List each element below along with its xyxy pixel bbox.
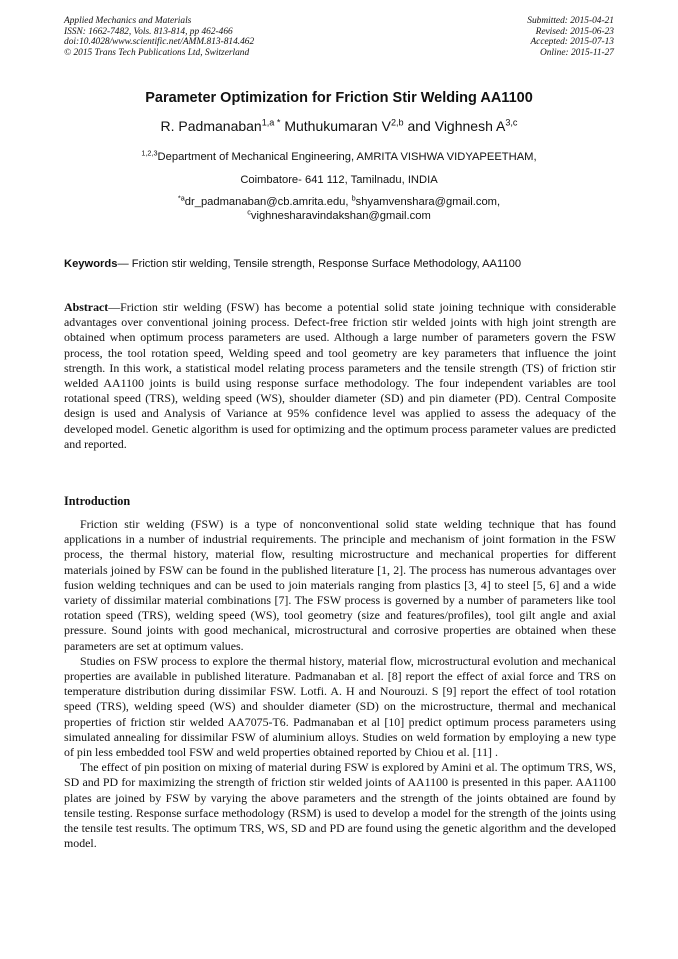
author-affil-mark: 1,a * (261, 117, 281, 128)
abstract (64, 300, 616, 452)
author-conjunction: and (407, 118, 431, 134)
section-heading-introduction: Introduction (64, 494, 131, 508)
submitted-date: Submitted: 2015-04-21 (527, 16, 614, 26)
paragraph: Friction stir welding (FSW) is a type of nonconventional solid state welding technique that has found applications in a number of industrial requirements. The principle and mechanism of joint formation in the FSW process, the thermal history, material flow, resulting microstructure and mechanical properties for different materials joined by FSW can be found in the published literature [1, 2]. The process has numerous advantages over fusion welding techniques and can be used to join materials ranging from plastics [3, 4] to steel [5, 6] and a wide variety of dissimilar material combinations [7]. The FSW process is governed by a number of parameters like tool rotation speed (TRS), welding speed (WS), tool geometry (size and features/profiles), tool gilt angle and axial pressure. Sound joints with good mechanical, microstructural and corrosive properties are obtained when these parameters are set at optimum values. (64, 517, 616, 653)
email-address: dr_padmanaban@cb.amrita.edu, (184, 196, 349, 208)
journal-doi: doi:10.4028/www.scientific.net/AMM.813-814.462 (64, 37, 255, 48)
author-name: Vighnesh A (434, 118, 506, 134)
affiliation-line-2: Coimbatore- 641 112, Tamilnadu, INDIA (240, 174, 438, 186)
journal-issn: ISSN: 1662-7482, Vols. 813-814, pp 462-466 (64, 26, 233, 37)
author-name: Muthukumaran V (284, 118, 391, 134)
paper-title: Parameter Optimization for Friction Stir Welding AA1100 (145, 90, 533, 106)
journal-copyright: © 2015 Trans Tech Publications Ltd, Switzerland (64, 47, 250, 58)
author-affil-mark: 2,b (390, 117, 404, 128)
email-address: vighnesharavindakshan@gmail.com (250, 210, 431, 222)
keywords-text: — Friction stir welding, Tensile strength, Response Surface Methodology, AA1100 (117, 258, 522, 270)
keywords (64, 258, 616, 270)
author-affil-mark: 3,c (505, 117, 518, 128)
journal-info (64, 16, 254, 58)
introduction-body (64, 517, 616, 851)
publication-dates (527, 16, 614, 58)
email-line-1 (0, 195, 678, 209)
affiliation-line-1 (0, 150, 678, 164)
abstract-label: Abstract (64, 300, 109, 314)
revised-date: Revised: 2015-06-23 (535, 26, 614, 37)
email-address: shyamvenshara@gmail.com, (355, 196, 501, 208)
author-list (0, 118, 678, 134)
paragraph: The effect of pin position on mixing of material during FSW is explored by Amini et al. The optimum TRS, WS, SD and PD for maximizing the strength of friction stir welded joints of AA1100 is presented in this paper. AA1100 plates are joined by FSW by varying the above parameters and the strength of the joints obtained are found by tensile testing. Response surface methodology (RSM) is used to develop a model for the strength of the joints using the tensile test results. The optimum TRS, WS, SD and PD are found using the genetic algorithm and the developed model. (64, 760, 616, 851)
affiliation-mark: 1,2,3 (141, 148, 158, 158)
journal-name: Applied Mechanics and Materials (64, 16, 192, 26)
abstract-text: —Friction stir welding (FSW) has become a potential solid state joining technique with considerable advantages over conventional joining process. Defect-free friction stir welded joints with high joint strength are obtained when optimum process parameters are used. Although a large number of parameters govern the FSW process, the tool rotation speed, Welding speed and tool geometry are key parameters that influence the joint strength. In this work, a statistical model relating process parameters and the tensile strength (TS) of friction stir welded AA1100 joints is build using response surface methodology. The four independent variables are tool rotational speed (TRS), welding speed (WS), shoulder diameter (SD) and pin diameter (PD). Central Composite design is used and Analysis of Variance at 95% confidence level was applied to assess the adequacy of the developed model. Genetic algorithm is used for optimizing and the optimum process parameter values are predicted and reported. (64, 300, 616, 451)
email-line-2 (0, 209, 678, 223)
paragraph: Studies on FSW process to explore the thermal history, material flow, microstructural evolution and mechanical properties are available in published literature. Padmanaban et al. [8] report the effect of axial force and TRS on temperature distribution during dissimilar FSW. Lotfi. A. H and Nourouzi. S [9] report the effect of tool rotation speed (TRS), welding speed (WS) and shoulder diameter (SD) on the microstructure, thermal and mechanical properties of friction stir welded AA7075-T6. Padmanaban et al [10] predict optimum process parameters using simulated annealing for dissimilar FSW of aluminium alloys. Studies on weld formation by employing a new type of pin less embedded tool FSW and weld properties obtained reported by Chiou et al. [11] . (64, 653, 616, 760)
keywords-label: Keywords (64, 258, 118, 270)
author-name: R. Padmanaban (160, 118, 262, 134)
email-mark: c (247, 207, 251, 217)
email-mark: b (351, 193, 356, 203)
email-mark: *a (177, 193, 185, 203)
accepted-date: Accepted: 2015-07-13 (530, 37, 614, 48)
online-date: Online: 2015-11-27 (539, 47, 614, 58)
affiliation-text: Department of Mechanical Engineering, AMRITA VISHWA VIDYAPEETHAM, (157, 151, 537, 163)
